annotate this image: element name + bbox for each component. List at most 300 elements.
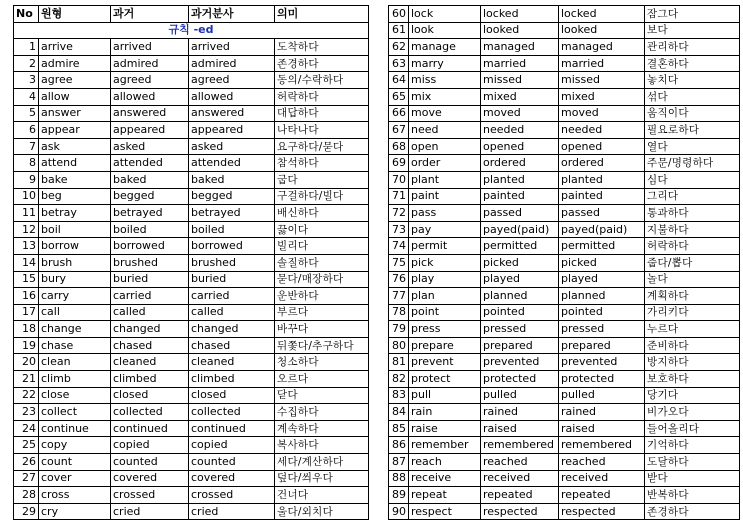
row-past-participle: admired <box>189 55 275 72</box>
row-meaning: 구걸하다/빌다 <box>275 188 369 205</box>
row-base: admire <box>39 55 111 72</box>
row-no: 89 <box>389 487 409 504</box>
row-base: copy <box>39 437 111 454</box>
header-meaning: 의미 <box>275 6 369 23</box>
row-past: missed <box>481 72 559 89</box>
row-meaning: 통과하다 <box>645 205 740 222</box>
row-meaning: 놓치다 <box>645 72 740 89</box>
table-row <box>14 470 369 487</box>
row-no: 66 <box>389 105 409 122</box>
table-row <box>14 304 369 321</box>
row-past: brushed <box>111 254 189 271</box>
table-row <box>389 354 740 371</box>
row-base: move <box>409 105 481 122</box>
table-row <box>389 503 740 520</box>
row-base: mix <box>409 88 481 105</box>
row-base: agree <box>39 72 111 89</box>
row-base: repeat <box>409 487 481 504</box>
row-base: open <box>409 138 481 155</box>
row-no: 25 <box>14 437 39 454</box>
row-no: 80 <box>389 337 409 354</box>
row-meaning: 주문/명령하다 <box>645 155 740 172</box>
row-base: permit <box>409 238 481 255</box>
table-row <box>14 487 369 504</box>
row-base: cross <box>39 487 111 504</box>
row-base: pick <box>409 254 481 271</box>
row-base: marry <box>409 55 481 72</box>
row-past-participle: mixed <box>559 88 645 105</box>
header-no: No <box>14 6 39 23</box>
row-meaning: 지불하다 <box>645 221 740 238</box>
row-past: baked <box>111 171 189 188</box>
row-base: miss <box>409 72 481 89</box>
row-past: prevented <box>481 354 559 371</box>
row-meaning: 참석하다 <box>275 155 369 172</box>
row-no: 15 <box>14 271 39 288</box>
row-base: appear <box>39 122 111 139</box>
row-no: 19 <box>14 337 39 354</box>
table-row <box>389 72 740 89</box>
row-meaning: 복사하다 <box>275 437 369 454</box>
row-meaning: 방지하다 <box>645 354 740 371</box>
row-meaning: 굽다 <box>275 171 369 188</box>
row-meaning: 섞다 <box>645 88 740 105</box>
table-row <box>14 437 369 454</box>
row-past: begged <box>111 188 189 205</box>
row-no: 5 <box>14 105 39 122</box>
row-no: 4 <box>14 88 39 105</box>
row-meaning: 오르다 <box>275 371 369 388</box>
row-past-participle: betrayed <box>189 205 275 222</box>
row-past-participle: played <box>559 271 645 288</box>
row-past: crossed <box>111 487 189 504</box>
table-row <box>389 55 740 72</box>
row-past-participle: copied <box>189 437 275 454</box>
row-base: bury <box>39 271 111 288</box>
row-past-participle: covered <box>189 470 275 487</box>
row-past-participle: repeated <box>559 487 645 504</box>
row-past: remembered <box>481 437 559 454</box>
row-past: admired <box>111 55 189 72</box>
row-meaning: 나타나다 <box>275 122 369 139</box>
row-meaning: 수집하다 <box>275 404 369 421</box>
row-meaning: 계획하다 <box>645 288 740 305</box>
row-past: painted <box>481 188 559 205</box>
table-row <box>389 6 740 23</box>
row-no: 16 <box>14 288 39 305</box>
table-row <box>389 404 740 421</box>
row-meaning: 덮다/씌우다 <box>275 470 369 487</box>
row-past: rained <box>481 404 559 421</box>
row-meaning: 세다/계산하다 <box>275 454 369 471</box>
row-past: reached <box>481 454 559 471</box>
row-past-participle: allowed <box>189 88 275 105</box>
row-meaning: 동의/수락하다 <box>275 72 369 89</box>
row-no: 67 <box>389 122 409 139</box>
row-past-participle: buried <box>189 271 275 288</box>
row-past-participle: prevented <box>559 354 645 371</box>
row-base: prepare <box>409 337 481 354</box>
row-base: paint <box>409 188 481 205</box>
row-base: collect <box>39 404 111 421</box>
row-past: looked <box>481 22 559 39</box>
table-row <box>389 122 740 139</box>
row-past: permitted <box>481 238 559 255</box>
row-no: 81 <box>389 354 409 371</box>
table-row <box>389 337 740 354</box>
row-meaning: 도달하다 <box>645 454 740 471</box>
row-base: plant <box>409 171 481 188</box>
row-past-participle: permitted <box>559 238 645 255</box>
row-past-participle: closed <box>189 387 275 404</box>
table-row <box>14 254 369 271</box>
row-past: passed <box>481 205 559 222</box>
row-no: 21 <box>14 371 39 388</box>
row-no: 17 <box>14 304 39 321</box>
row-past-participle: changed <box>189 321 275 338</box>
row-base: beg <box>39 188 111 205</box>
table-row <box>389 487 740 504</box>
row-meaning: 받다 <box>645 470 740 487</box>
row-past-participle: needed <box>559 122 645 139</box>
row-past-participle: agreed <box>189 72 275 89</box>
row-base: brush <box>39 254 111 271</box>
row-base: remember <box>409 437 481 454</box>
row-no: 6 <box>14 122 39 139</box>
row-past: managed <box>481 39 559 56</box>
row-past: pressed <box>481 321 559 338</box>
row-past-participle: picked <box>559 254 645 271</box>
row-no: 62 <box>389 39 409 56</box>
row-base: point <box>409 304 481 321</box>
row-past-participle: pressed <box>559 321 645 338</box>
row-past-participle: baked <box>189 171 275 188</box>
row-past: played <box>481 271 559 288</box>
row-past-participle: begged <box>189 188 275 205</box>
row-meaning: 허락하다 <box>275 88 369 105</box>
row-meaning: 도착하다 <box>275 39 369 56</box>
table-row <box>389 221 740 238</box>
row-no: 68 <box>389 138 409 155</box>
table-row <box>389 304 740 321</box>
row-past: betrayed <box>111 205 189 222</box>
row-no: 82 <box>389 371 409 388</box>
row-past-participle: locked <box>559 6 645 23</box>
row-past: ordered <box>481 155 559 172</box>
table-row <box>14 454 369 471</box>
table-row <box>14 221 369 238</box>
row-base: clean <box>39 354 111 371</box>
row-past: pointed <box>481 304 559 321</box>
row-past-participle: counted <box>189 454 275 471</box>
row-meaning: 그리다 <box>645 188 740 205</box>
row-base: rain <box>409 404 481 421</box>
row-no: 76 <box>389 271 409 288</box>
row-no: 24 <box>14 420 39 437</box>
table-row <box>14 171 369 188</box>
row-meaning: 요구하다/묻다 <box>275 138 369 155</box>
row-past: allowed <box>111 88 189 105</box>
row-past-participle: respected <box>559 503 645 520</box>
row-past-participle: remembered <box>559 437 645 454</box>
row-past-participle: painted <box>559 188 645 205</box>
row-no: 73 <box>389 221 409 238</box>
row-no: 23 <box>14 404 39 421</box>
row-base: respect <box>409 503 481 520</box>
row-past: covered <box>111 470 189 487</box>
row-past: payed(paid) <box>481 221 559 238</box>
row-no: 71 <box>389 188 409 205</box>
row-past-participle: pulled <box>559 387 645 404</box>
row-past: respected <box>481 503 559 520</box>
row-base: close <box>39 387 111 404</box>
table-row <box>14 503 369 520</box>
row-no: 72 <box>389 205 409 222</box>
row-past-participle: appeared <box>189 122 275 139</box>
row-no: 11 <box>14 205 39 222</box>
row-meaning: 울다/외치다 <box>275 503 369 520</box>
table-row <box>389 288 740 305</box>
row-base: raise <box>409 420 481 437</box>
table-row <box>14 138 369 155</box>
table-row <box>14 371 369 388</box>
row-no: 77 <box>389 288 409 305</box>
table-row <box>14 321 369 338</box>
table-row <box>14 387 369 404</box>
header-base: 원형 <box>39 6 111 23</box>
row-no: 7 <box>14 138 39 155</box>
row-past-participle: looked <box>559 22 645 39</box>
row-base: chase <box>39 337 111 354</box>
verb-table-right <box>388 5 740 520</box>
table-row <box>389 188 740 205</box>
table-row <box>14 105 369 122</box>
table-row <box>389 321 740 338</box>
row-no: 87 <box>389 454 409 471</box>
row-meaning: 빌리다 <box>275 238 369 255</box>
row-past: received <box>481 470 559 487</box>
row-base: reach <box>409 454 481 471</box>
row-base: answer <box>39 105 111 122</box>
table-row <box>14 155 369 172</box>
row-past-participle: moved <box>559 105 645 122</box>
row-past: arrived <box>111 39 189 56</box>
row-no: 8 <box>14 155 39 172</box>
row-past: continued <box>111 420 189 437</box>
row-past-participle: brushed <box>189 254 275 271</box>
row-past: planted <box>481 171 559 188</box>
table-row <box>389 387 740 404</box>
row-past-participle: payed(paid) <box>559 221 645 238</box>
row-no: 27 <box>14 470 39 487</box>
table-row <box>389 105 740 122</box>
row-meaning: 비가오다 <box>645 404 740 421</box>
row-past-participle: received <box>559 470 645 487</box>
row-past: climbed <box>111 371 189 388</box>
table-row <box>14 337 369 354</box>
row-meaning: 허락하다 <box>645 238 740 255</box>
row-no: 78 <box>389 304 409 321</box>
row-no: 28 <box>14 487 39 504</box>
row-no: 90 <box>389 503 409 520</box>
row-base: allow <box>39 88 111 105</box>
verb-table-left <box>13 5 369 520</box>
row-past-participle: arrived <box>189 39 275 56</box>
row-past: protected <box>481 371 559 388</box>
row-no: 18 <box>14 321 39 338</box>
row-past: attended <box>111 155 189 172</box>
table-row <box>389 39 740 56</box>
row-past-participle: chased <box>189 337 275 354</box>
row-base: count <box>39 454 111 471</box>
row-past: locked <box>481 6 559 23</box>
row-base: manage <box>409 39 481 56</box>
row-past-participle: prepared <box>559 337 645 354</box>
row-no: 20 <box>14 354 39 371</box>
row-no: 29 <box>14 503 39 520</box>
row-base: protect <box>409 371 481 388</box>
row-base: climb <box>39 371 111 388</box>
row-past: cleaned <box>111 354 189 371</box>
header-past-participle: 과거분사 <box>189 6 275 23</box>
row-past: moved <box>481 105 559 122</box>
row-past-participle: managed <box>559 39 645 56</box>
row-meaning: 당기다 <box>645 387 740 404</box>
row-meaning: 보호하다 <box>645 371 740 388</box>
row-no: 69 <box>389 155 409 172</box>
row-past-participle: pointed <box>559 304 645 321</box>
table-row <box>14 420 369 437</box>
header-row <box>14 6 369 23</box>
row-past-participle: asked <box>189 138 275 155</box>
row-past: appeared <box>111 122 189 139</box>
row-past: closed <box>111 387 189 404</box>
row-meaning: 관리하다 <box>645 39 740 56</box>
row-meaning: 열다 <box>645 138 740 155</box>
row-past: boiled <box>111 221 189 238</box>
table-row <box>389 254 740 271</box>
row-past: carried <box>111 288 189 305</box>
row-base: play <box>409 271 481 288</box>
table-row <box>14 72 369 89</box>
row-no: 26 <box>14 454 39 471</box>
table-row <box>14 354 369 371</box>
row-base: look <box>409 22 481 39</box>
row-past: copied <box>111 437 189 454</box>
row-meaning: 청소하다 <box>275 354 369 371</box>
row-no: 1 <box>14 39 39 56</box>
row-past-participle: cleaned <box>189 354 275 371</box>
row-past: called <box>111 304 189 321</box>
row-meaning: 부르다 <box>275 304 369 321</box>
table-row <box>14 271 369 288</box>
row-no: 65 <box>389 88 409 105</box>
row-meaning: 대답하다 <box>275 105 369 122</box>
row-meaning: 계속하다 <box>275 420 369 437</box>
row-meaning: 운반하다 <box>275 288 369 305</box>
table-row <box>389 271 740 288</box>
row-past: raised <box>481 420 559 437</box>
row-base: ask <box>39 138 111 155</box>
table-row <box>14 122 369 139</box>
row-base: prevent <box>409 354 481 371</box>
row-past-participle: collected <box>189 404 275 421</box>
row-meaning: 반복하다 <box>645 487 740 504</box>
row-past-participle: ordered <box>559 155 645 172</box>
row-base: boil <box>39 221 111 238</box>
row-base: carry <box>39 288 111 305</box>
row-past: changed <box>111 321 189 338</box>
table-row <box>14 188 369 205</box>
table-row <box>389 138 740 155</box>
row-base: plan <box>409 288 481 305</box>
row-meaning: 끓이다 <box>275 221 369 238</box>
table-row <box>14 404 369 421</box>
row-past: agreed <box>111 72 189 89</box>
row-past: planned <box>481 288 559 305</box>
row-meaning: 심다 <box>645 171 740 188</box>
table-row <box>14 88 369 105</box>
header-past: 과거 <box>111 6 189 23</box>
row-meaning: 움직이다 <box>645 105 740 122</box>
table-row <box>389 437 740 454</box>
row-meaning: 줍다/뽑다 <box>645 254 740 271</box>
row-past: married <box>481 55 559 72</box>
row-past: asked <box>111 138 189 155</box>
row-past-participle: protected <box>559 371 645 388</box>
row-past: collected <box>111 404 189 421</box>
row-past-participle: passed <box>559 205 645 222</box>
row-past-participle: borrowed <box>189 238 275 255</box>
row-no: 13 <box>14 238 39 255</box>
row-meaning: 보다 <box>645 22 740 39</box>
row-past: buried <box>111 271 189 288</box>
row-past-participle: climbed <box>189 371 275 388</box>
row-no: 3 <box>14 72 39 89</box>
row-base: change <box>39 321 111 338</box>
table-row <box>389 88 740 105</box>
row-base: betray <box>39 205 111 222</box>
row-past: needed <box>481 122 559 139</box>
row-meaning: 누르다 <box>645 321 740 338</box>
row-base: order <box>409 155 481 172</box>
table-row <box>14 39 369 56</box>
row-past: borrowed <box>111 238 189 255</box>
row-past-participle: attended <box>189 155 275 172</box>
row-past-participle: planned <box>559 288 645 305</box>
table-row <box>389 470 740 487</box>
row-past-participle: carried <box>189 288 275 305</box>
row-no: 10 <box>14 188 39 205</box>
row-meaning: 놀다 <box>645 271 740 288</box>
row-past: pulled <box>481 387 559 404</box>
row-base: receive <box>409 470 481 487</box>
row-no: 85 <box>389 420 409 437</box>
row-no: 79 <box>389 321 409 338</box>
row-no: 86 <box>389 437 409 454</box>
row-past-participle: called <box>189 304 275 321</box>
table-row <box>14 238 369 255</box>
row-past-participle: raised <box>559 420 645 437</box>
row-no: 64 <box>389 72 409 89</box>
row-no: 83 <box>389 387 409 404</box>
row-past: mixed <box>481 88 559 105</box>
row-no: 22 <box>14 387 39 404</box>
row-no: 70 <box>389 171 409 188</box>
section-title: 규칙 -ed <box>14 22 369 39</box>
table-row <box>389 22 740 39</box>
row-no: 84 <box>389 404 409 421</box>
